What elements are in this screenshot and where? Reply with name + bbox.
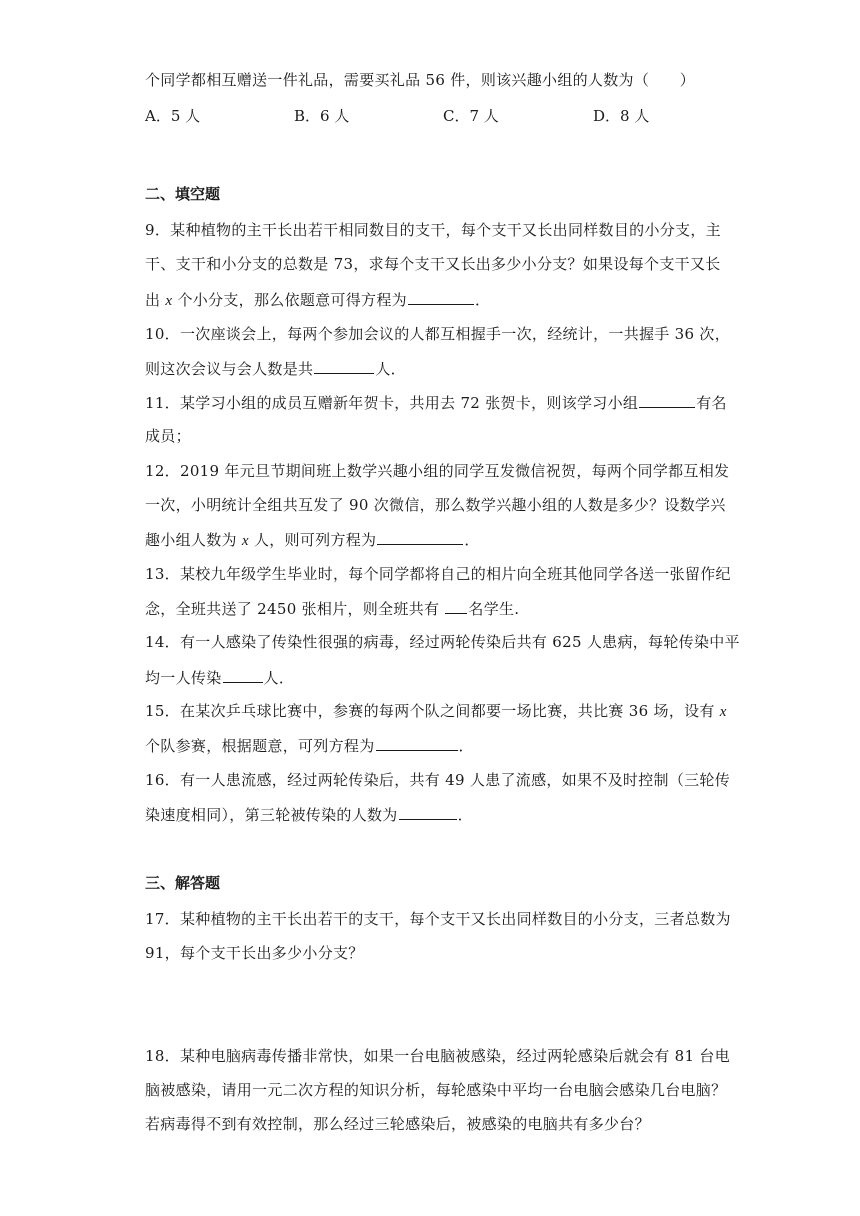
q12-line-1: 12．2019 年元旦节期间班上数学兴趣小组的同学互发微信祝贺，每两个同学都互相发 [145, 462, 730, 480]
q14-line-1: 14．有一人感染了传染性很强的病毒，经过两轮传染后共有 625 人患病，每轮传染中平 [145, 633, 740, 651]
answer-blank[interactable] [399, 804, 457, 820]
q18-line-1: 18．某种电脑病毒传播非常快，如果一台电脑被感染，经过两轮感染后就会有 81 台电 [145, 1047, 731, 1065]
answer-blank[interactable] [314, 358, 374, 374]
q9-line-2: 干、支干和小分支的总数是 73，求每个支干又长出多少小分支？如果设每个支干又长 [145, 255, 721, 273]
q8-text-line: 个同学都相互赠送一件礼品，需要买礼品 56 件，则该兴趣小组的人数为（ ） [145, 71, 696, 89]
q13-line-1: 13．某校九年级学生毕业时，每个同学都将自己的相片向全班其他同学各送一张留作纪 [145, 565, 731, 583]
q10-text: 则这次会议与会人数是共 [145, 360, 314, 378]
q13-text: 念，全班共送了 2450 张相片，则全班共有 [145, 600, 440, 618]
q11-line-2: 成员； [145, 427, 191, 445]
q9-line-3 [145, 289, 490, 311]
section-title-fill-in: 二、填空题 [145, 185, 221, 203]
q12-text: 趣小组人数为 [145, 531, 237, 549]
q10-line-1: 10．一次座谈会上，每两个参加会议的人都互相握手一次，经统计，一共握手 36 次， [145, 325, 731, 343]
q17-line-1: 17．某种植物的主干长出若干的支干，每个支干又长出同样数目的小分支，三者总数为 [145, 910, 731, 928]
q16-period: ． [457, 806, 473, 824]
q10-text: 人． [375, 360, 406, 378]
q16-line-1: 16．有一人患流感，经过两轮传染后，共有 49 人患了流感，如果不及时控制（三轮传 [145, 771, 731, 789]
answer-blank[interactable] [377, 529, 463, 545]
q14-text: 均一人传染 [145, 669, 222, 687]
q11-line-1 [145, 392, 727, 413]
q12-text: 人，则可列方程为 [253, 531, 377, 549]
q12-variable: x [241, 533, 249, 549]
answer-blank[interactable] [408, 289, 474, 305]
section-title-answers: 三、解答题 [145, 874, 221, 892]
answer-blank[interactable] [223, 667, 263, 683]
q15-text: 个队参赛，根据题意，可列方程为 [145, 737, 375, 755]
q8-option-b: B．6 人 [294, 107, 350, 125]
q12-period: ． [464, 531, 480, 549]
q16-line-2 [145, 804, 473, 825]
q10-line-2 [145, 358, 406, 379]
answer-blank[interactable] [376, 735, 458, 751]
q15-text: 15．在某次乒乓球比赛中，参赛的每两个队之间都要一场比赛，共比赛 36 场，设有 [145, 702, 715, 720]
q11-text: 有名 [696, 394, 727, 412]
q15-line-2 [145, 735, 474, 756]
q16-text: 染速度相同），第三轮被传染的人数为 [145, 806, 398, 824]
answer-blank[interactable] [445, 598, 467, 614]
q9-variable: x [165, 293, 173, 309]
q8-option-a: A．5 人 [145, 107, 201, 125]
q15-variable: x [719, 704, 727, 720]
q15-line-1 [145, 701, 727, 722]
q14-line-2 [145, 667, 294, 688]
q18-line-2: 脑被感染，请用一元二次方程的知识分析，每轮感染中平均一台电脑会感染几台电脑？ [145, 1081, 727, 1099]
q17-line-2: 91，每个支干长出多少小分支？ [145, 944, 364, 962]
q9-text: 出 [145, 291, 161, 309]
q18-line-3: 若病毒得不到有效控制，那么经过三轮感染后，被感染的电脑共有多少台？ [145, 1115, 650, 1133]
q8-option-c: C．7 人 [443, 107, 499, 125]
q13-text: 名学生. [468, 600, 520, 618]
q9-line-1: 9．某种植物的主干长出若干相同数目的支干，每个支干又长出同样数目的小分支，主 [145, 221, 721, 239]
q9-period: ． [474, 291, 491, 309]
q9-text: 个小分支，那么依题意可得方程为 [177, 291, 407, 309]
q8-option-d: D．8 人 [593, 107, 650, 125]
q12-line-3 [145, 529, 480, 551]
q13-line-2 [145, 598, 519, 619]
answer-blank[interactable] [639, 392, 695, 408]
q12-line-2: 一次，小明统计全组共互发了 90 次微信，那么数学兴趣小组的人数是多少？设数学兴 [145, 496, 726, 514]
q14-text: 人． [263, 669, 295, 687]
q15-period: ． [458, 737, 474, 755]
q11-text: 11．某学习小组的成员互赠新年贺卡，共用去 72 张贺卡，则该学习小组 [145, 394, 639, 412]
